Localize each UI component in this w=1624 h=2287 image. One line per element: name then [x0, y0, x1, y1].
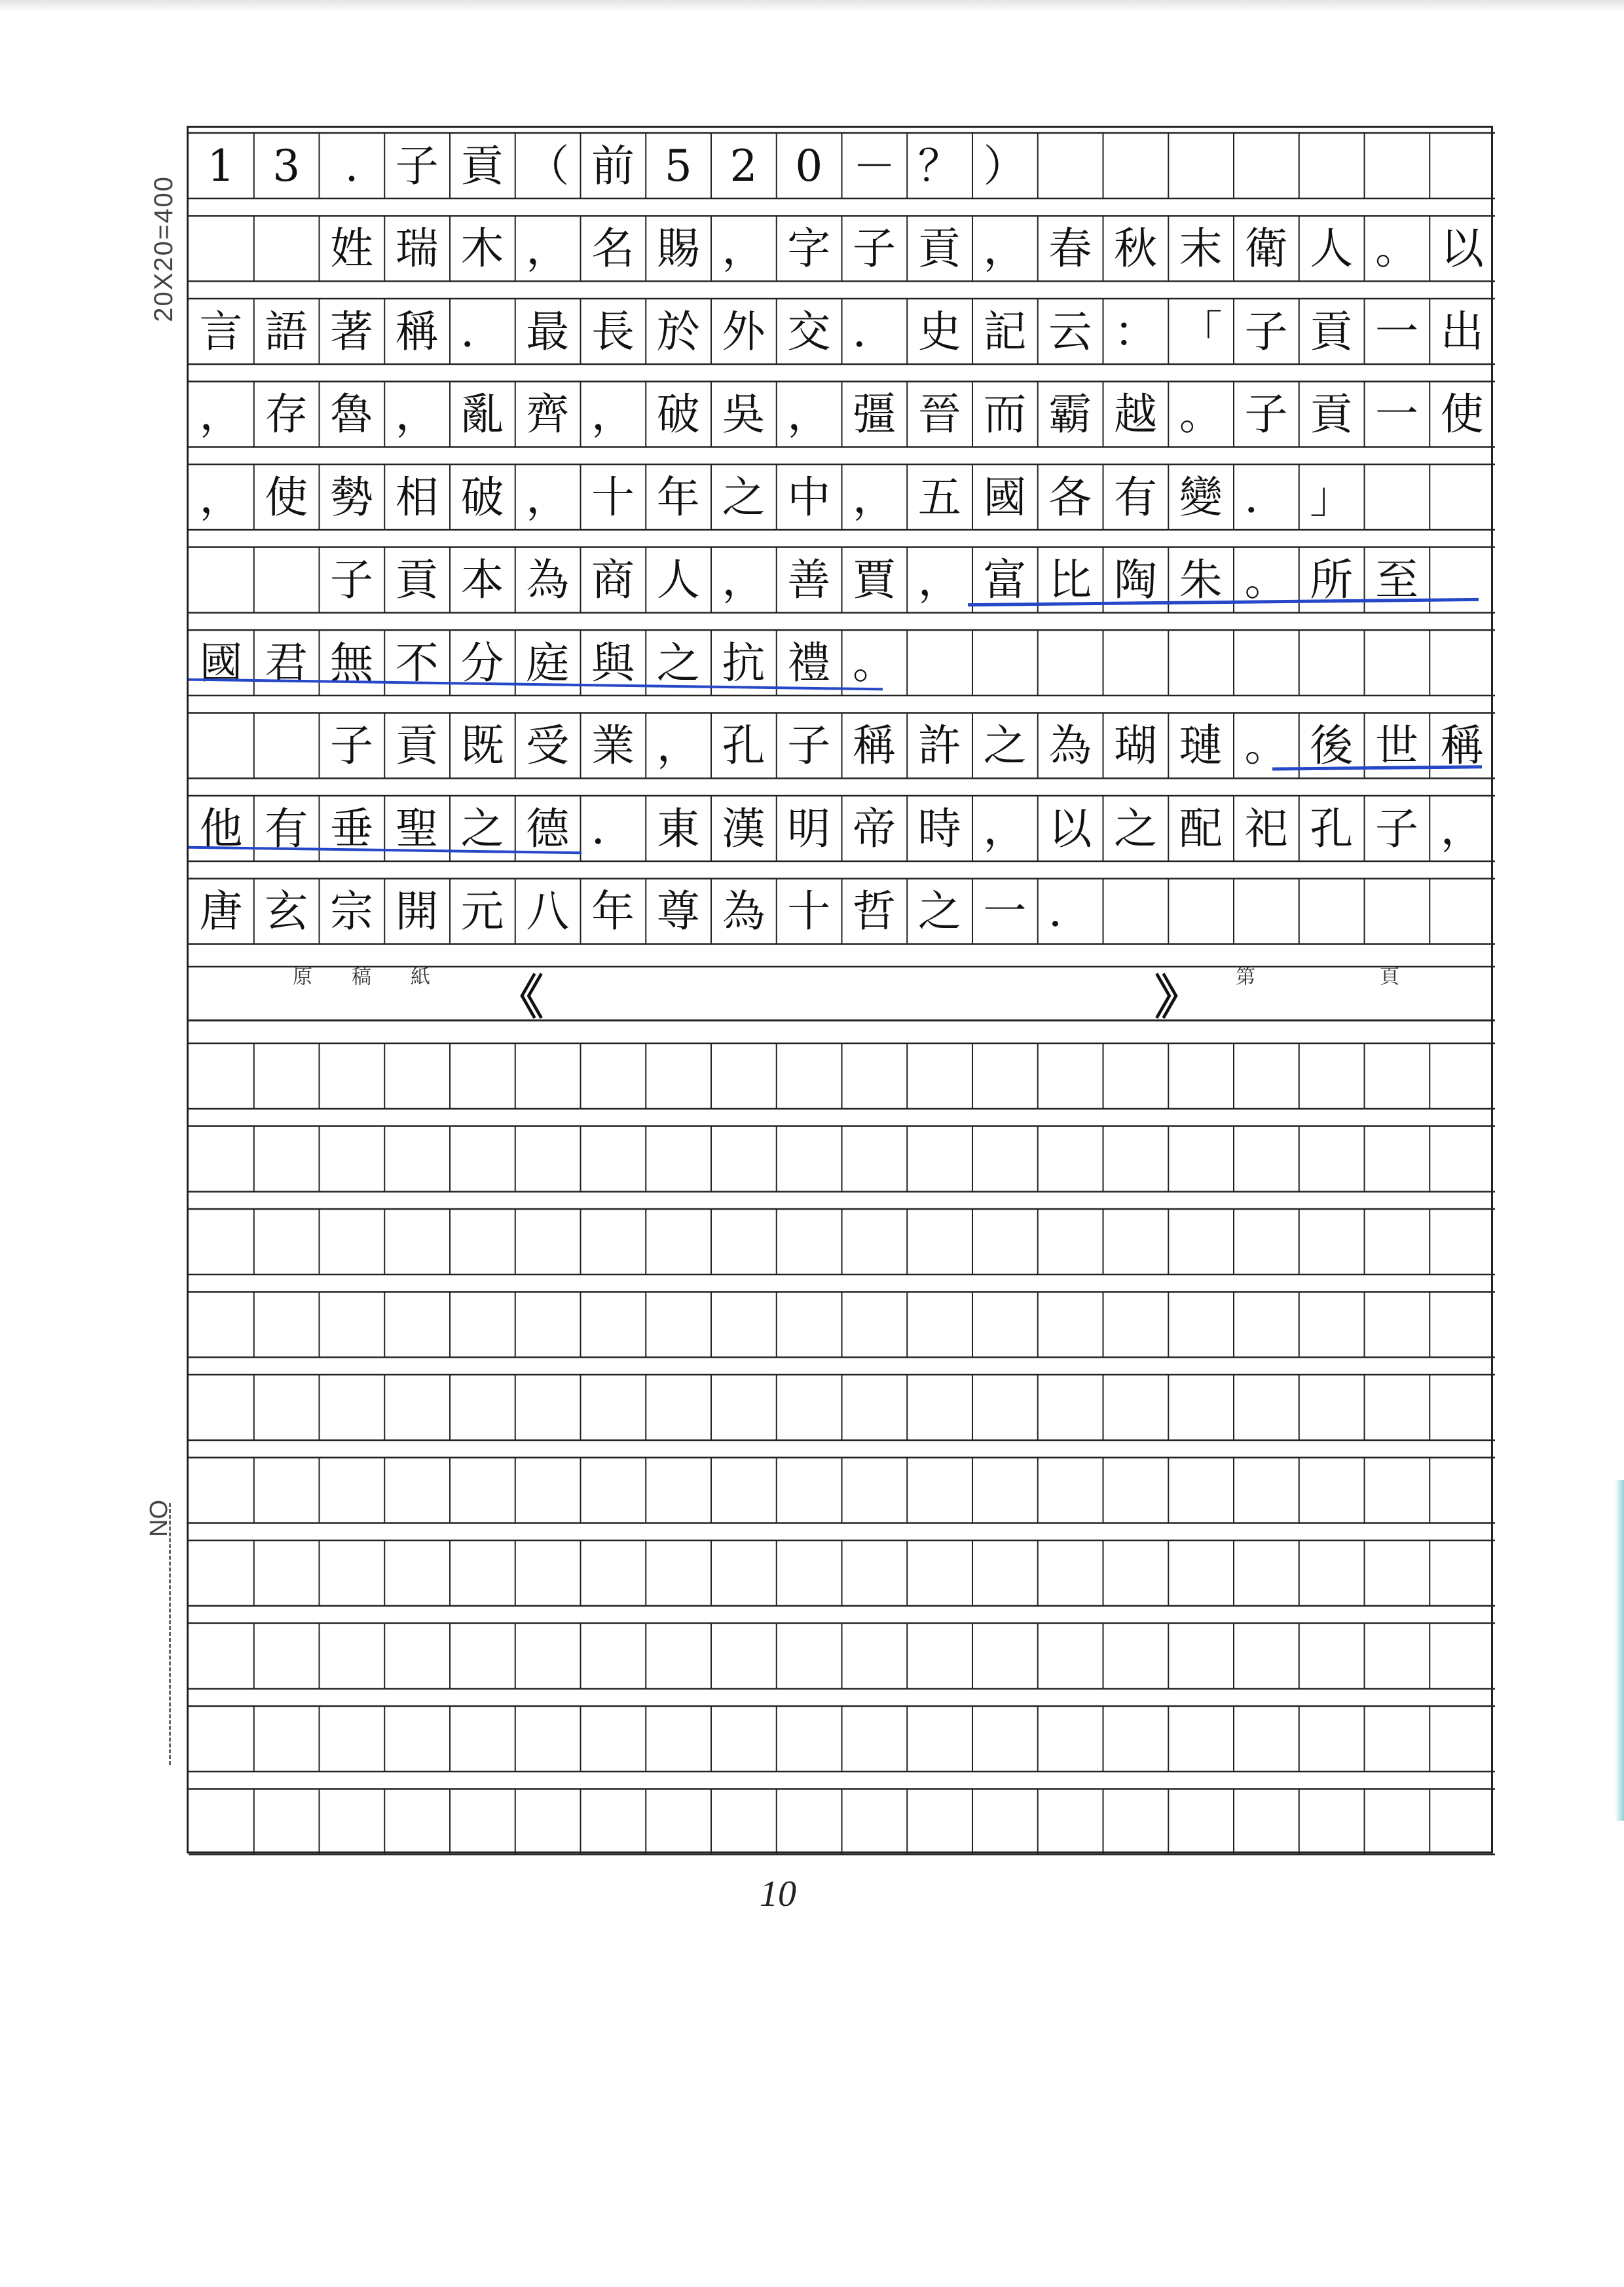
manuscript-cell: 五 [917, 472, 961, 523]
footer-left-bracket: 《 [496, 969, 544, 1025]
manuscript-cell: 彊 [853, 389, 896, 439]
manuscript-cell: 與 [591, 637, 635, 688]
manuscript-cell [1366, 881, 1428, 943]
manuscript-cell: ？ [917, 140, 961, 191]
manuscript-cell: ， [722, 223, 766, 274]
manuscript-cell: ， [983, 223, 1027, 274]
page-number: 10 [760, 1874, 796, 1914]
manuscript-cell [1170, 632, 1232, 694]
manuscript-cell: 時 [917, 803, 961, 854]
manuscript-cell: 許 [917, 720, 961, 771]
manuscript-cell: ． [1244, 472, 1288, 523]
manuscript-cell: 為 [526, 555, 570, 605]
manuscript-cell: 名 [591, 223, 635, 274]
manuscript-cell: 庭 [526, 637, 570, 688]
no-dash-line [169, 1503, 171, 1765]
manuscript-cell [1301, 632, 1363, 694]
manuscript-cell: 姓 [330, 223, 373, 274]
manuscript-cell: 八 [526, 886, 570, 937]
manuscript-cell: ， [526, 472, 570, 523]
manuscript-cell [1366, 466, 1428, 529]
manuscript-cell: 德 [526, 803, 570, 854]
manuscript-cell: 貢 [1310, 306, 1354, 357]
manuscript-cell: 。 [853, 637, 896, 688]
manuscript-cell: 尊 [656, 886, 700, 937]
manuscript-cell: 」 [1310, 472, 1354, 523]
manuscript-cell [1366, 632, 1428, 694]
manuscript-cell [1105, 135, 1167, 197]
manuscript-cell: 有 [265, 803, 308, 854]
manuscript-cell: 本 [460, 555, 504, 605]
manuscript-cell [1235, 632, 1297, 694]
manuscript-cell: 人 [656, 555, 700, 605]
manuscript-cell [1431, 549, 1493, 612]
manuscript-cell: 貢 [917, 223, 961, 274]
manuscript-cell: 瑞 [395, 223, 439, 274]
manuscript-cell [1431, 632, 1493, 694]
manuscript-cell: 業 [591, 720, 635, 771]
manuscript-cell: 霸 [1048, 389, 1092, 439]
manuscript-cell: 使 [1440, 389, 1484, 439]
manuscript-cell: 之 [917, 886, 961, 937]
manuscript-cell [1301, 135, 1363, 197]
manuscript-cell: 以 [1048, 803, 1092, 854]
paper-spec-label: 20X20=400 [149, 176, 178, 322]
manuscript-cell: 賜 [656, 223, 700, 274]
manuscript-cell: 魯 [330, 389, 373, 439]
manuscript-cell [255, 715, 318, 777]
manuscript-cell: 之 [722, 472, 766, 523]
manuscript-cell [255, 549, 318, 612]
manuscript-cell: 。 [1375, 223, 1418, 274]
manuscript-cell: 人 [1310, 223, 1354, 274]
manuscript-cell: 至 [1375, 555, 1418, 605]
manuscript-cell: 富 [983, 555, 1027, 605]
manuscript-cell: 史 [917, 306, 961, 357]
manuscript-cell: ， [395, 389, 439, 439]
manuscript-cell: 唐 [199, 886, 243, 937]
footer-label-ye: 頁 [1376, 966, 1399, 990]
manuscript-cell: 國 [983, 472, 1027, 523]
manuscript-cell: ， [722, 555, 766, 605]
footer-label-zhi: 紙 [407, 966, 430, 990]
manuscript-cell: ， [199, 472, 243, 523]
manuscript-cell: 禮 [787, 637, 831, 688]
manuscript-cell: 貢 [460, 140, 504, 191]
manuscript-cell [1235, 881, 1297, 943]
manuscript-cell: 子 [330, 720, 373, 771]
manuscript-cell: 。 [1244, 555, 1288, 605]
manuscript-cell: 之 [983, 720, 1027, 771]
manuscript-cell: 「 [1179, 306, 1223, 357]
manuscript-cell: 之 [460, 803, 504, 854]
manuscript-cell: 云 [1048, 306, 1092, 357]
manuscript-cell: 一 [983, 886, 1027, 937]
manuscript-cell: 記 [983, 306, 1027, 357]
manuscript-cell: 春 [1048, 223, 1092, 274]
manuscript-cell: 漢 [722, 803, 766, 854]
manuscript-cell: 語 [265, 306, 308, 357]
manuscript-cell: 秋 [1114, 223, 1157, 274]
manuscript-cell: ， [787, 389, 831, 439]
manuscript-cell: 破 [656, 389, 700, 439]
manuscript-cell [1431, 135, 1493, 197]
manuscript-cell: 受 [526, 720, 570, 771]
manuscript-cell: 而 [983, 389, 1027, 439]
manuscript-cell: 朱 [1179, 555, 1223, 605]
footer-label-gao: 稿 [348, 966, 371, 990]
manuscript-cell: 祀 [1244, 803, 1288, 854]
manuscript-cell: － [853, 140, 896, 191]
manuscript-cell: 子 [395, 140, 439, 191]
manuscript-cell: ． [460, 306, 504, 357]
manuscript-cell: 。 [1244, 720, 1288, 771]
manuscript-cell: 子 [1244, 389, 1288, 439]
manuscript-cell: 各 [1048, 472, 1092, 523]
manuscript-cell: 出 [1440, 306, 1484, 357]
manuscript-cell: 配 [1179, 803, 1223, 854]
manuscript-cell: 為 [1048, 720, 1092, 771]
manuscript-cell [1105, 632, 1167, 694]
manuscript-cell [1366, 135, 1428, 197]
manuscript-cell: 相 [395, 472, 439, 523]
manuscript-cell: ， [853, 472, 896, 523]
manuscript-cell [908, 632, 970, 694]
manuscript-cell: ． [853, 306, 896, 357]
manuscript-cell: 勢 [330, 472, 373, 523]
manuscript-cell: 賈 [853, 555, 896, 605]
manuscript-cell: 元 [460, 886, 504, 937]
manuscript-cell: 晉 [917, 389, 961, 439]
manuscript-cell: 分 [460, 637, 504, 688]
manuscript-cell: 十 [787, 886, 831, 937]
footer-label-di: 第 [1232, 966, 1255, 990]
manuscript-cell: 破 [460, 472, 504, 523]
manuscript-cell: 交 [787, 306, 831, 357]
manuscript-cell: 世 [1375, 720, 1418, 771]
manuscript-cell: 孔 [722, 720, 766, 771]
manuscript-cell: ， [983, 803, 1027, 854]
manuscript-cell: 2 [729, 140, 758, 191]
manuscript-cell: ： [1114, 306, 1157, 357]
manuscript-cell: 璉 [1179, 720, 1223, 771]
manuscript-cell: ， [591, 389, 635, 439]
manuscript-cell [974, 632, 1036, 694]
manuscript-cell: 稱 [395, 306, 439, 357]
manuscript-cell: 哲 [853, 886, 896, 937]
manuscript-cell: 瑚 [1114, 720, 1157, 771]
manuscript-cell: 子 [1244, 306, 1288, 357]
manuscript-cell: 不 [395, 637, 439, 688]
manuscript-cell: ， [1440, 803, 1484, 854]
manuscript-cell: 變 [1179, 472, 1223, 523]
manuscript-cell: ， [656, 720, 700, 771]
manuscript-cell: 稱 [1440, 720, 1484, 771]
manuscript-cell: 前 [591, 140, 635, 191]
manuscript-cell: 木 [460, 223, 504, 274]
manuscript-cell: 言 [199, 306, 243, 357]
manuscript-cell: 國 [199, 637, 243, 688]
manuscript-cell: 字 [787, 223, 831, 274]
manuscript-cell: 最 [526, 306, 570, 357]
manuscript-cell [1431, 881, 1493, 943]
manuscript-cell [1431, 466, 1493, 529]
manuscript-cell: 後 [1310, 720, 1354, 771]
manuscript-cell: 垂 [330, 803, 373, 854]
manuscript-cell: 3 [272, 140, 301, 191]
manuscript-cell: 一 [1375, 389, 1418, 439]
manuscript-cell: 玄 [265, 886, 308, 937]
manuscript-cell: 聖 [395, 803, 439, 854]
manuscript-cell [190, 218, 252, 280]
manuscript-cell: 貢 [1310, 389, 1354, 439]
manuscript-cell: 年 [656, 472, 700, 523]
manuscript-cell: 君 [265, 637, 308, 688]
manuscript-cell: 越 [1114, 389, 1157, 439]
manuscript-cell: ， [917, 555, 961, 605]
manuscript-cell: ） [983, 140, 1027, 191]
paper-no-label: NO [145, 1500, 173, 1537]
manuscript-cell: 十 [591, 472, 635, 523]
manuscript-cell: ． [591, 803, 635, 854]
manuscript-cell: 1 [207, 140, 235, 191]
manuscript-cell: 抗 [722, 637, 766, 688]
manuscript-cell [190, 549, 252, 612]
manuscript-cell: 所 [1310, 555, 1354, 605]
manuscript-cell: 比 [1048, 555, 1092, 605]
manuscript-cell: ， [199, 389, 243, 439]
manuscript-cell: 他 [199, 803, 243, 854]
manuscript-cell: （ [526, 140, 570, 191]
manuscript-cell: . [344, 140, 359, 191]
manuscript-cell: 5 [664, 140, 692, 191]
manuscript-cell: 無 [330, 637, 373, 688]
manuscript-cell: 中 [787, 472, 831, 523]
manuscript-cell [1170, 881, 1232, 943]
manuscript-cell: 亂 [460, 389, 504, 439]
manuscript-cell: 以 [1440, 223, 1484, 274]
manuscript-cell: ， [526, 223, 570, 274]
manuscript-cell: 既 [460, 720, 504, 771]
manuscript-cell: 之 [1114, 803, 1157, 854]
manuscript-cell: 年 [591, 886, 635, 937]
manuscript-cell: 陶 [1114, 555, 1157, 605]
footer-label-yuan: 原 [289, 966, 312, 990]
manuscript-cell: 外 [722, 306, 766, 357]
manuscript-cell [1301, 881, 1363, 943]
manuscript-cell: 0 [795, 140, 823, 191]
manuscript-cell: 末 [1179, 223, 1223, 274]
manuscript-cell [1039, 135, 1101, 197]
footer-right-bracket: 》 [1154, 969, 1202, 1025]
scan-top-edge [0, 0, 1624, 12]
manuscript-cell: 長 [591, 306, 635, 357]
manuscript-cell: 於 [656, 306, 700, 357]
manuscript-cell: 開 [395, 886, 439, 937]
manuscript-cell: 衛 [1244, 223, 1288, 274]
manuscript-cell [255, 218, 318, 280]
manuscript-cell: 帝 [853, 803, 896, 854]
manuscript-cell: 著 [330, 306, 373, 357]
manuscript-cell: 稱 [853, 720, 896, 771]
manuscript-cell: 子 [330, 555, 373, 605]
manuscript-cell [1039, 632, 1101, 694]
manuscript-cell: 子 [787, 720, 831, 771]
manuscript-cell: 存 [265, 389, 308, 439]
manuscript-cell: 明 [787, 803, 831, 854]
manuscript-cell: 宗 [330, 886, 373, 937]
manuscript-cell: 貢 [395, 555, 439, 605]
manuscript-cell: 子 [853, 223, 896, 274]
manuscript-cell [1170, 135, 1232, 197]
manuscript-sheet [187, 126, 1493, 1853]
manuscript-cell: 一 [1375, 306, 1418, 357]
manuscript-cell: 子 [1375, 803, 1418, 854]
scan-right-edge [1615, 1480, 1624, 1821]
manuscript-cell: 孔 [1310, 803, 1354, 854]
manuscript-cell: 使 [265, 472, 308, 523]
manuscript-cell: 。 [1179, 389, 1223, 439]
manuscript-cell: 貢 [395, 720, 439, 771]
manuscript-cell: 商 [591, 555, 635, 605]
manuscript-cell: 吳 [722, 389, 766, 439]
manuscript-cell [190, 715, 252, 777]
manuscript-cell: ． [1048, 886, 1092, 937]
manuscript-cell: 齊 [526, 389, 570, 439]
manuscript-grid [189, 128, 1495, 1855]
manuscript-cell: 為 [722, 886, 766, 937]
manuscript-cell [1105, 881, 1167, 943]
manuscript-cell: 東 [656, 803, 700, 854]
manuscript-cell [1235, 135, 1297, 197]
manuscript-cell: 之 [656, 637, 700, 688]
manuscript-cell: 善 [787, 555, 831, 605]
manuscript-cell: 有 [1114, 472, 1157, 523]
